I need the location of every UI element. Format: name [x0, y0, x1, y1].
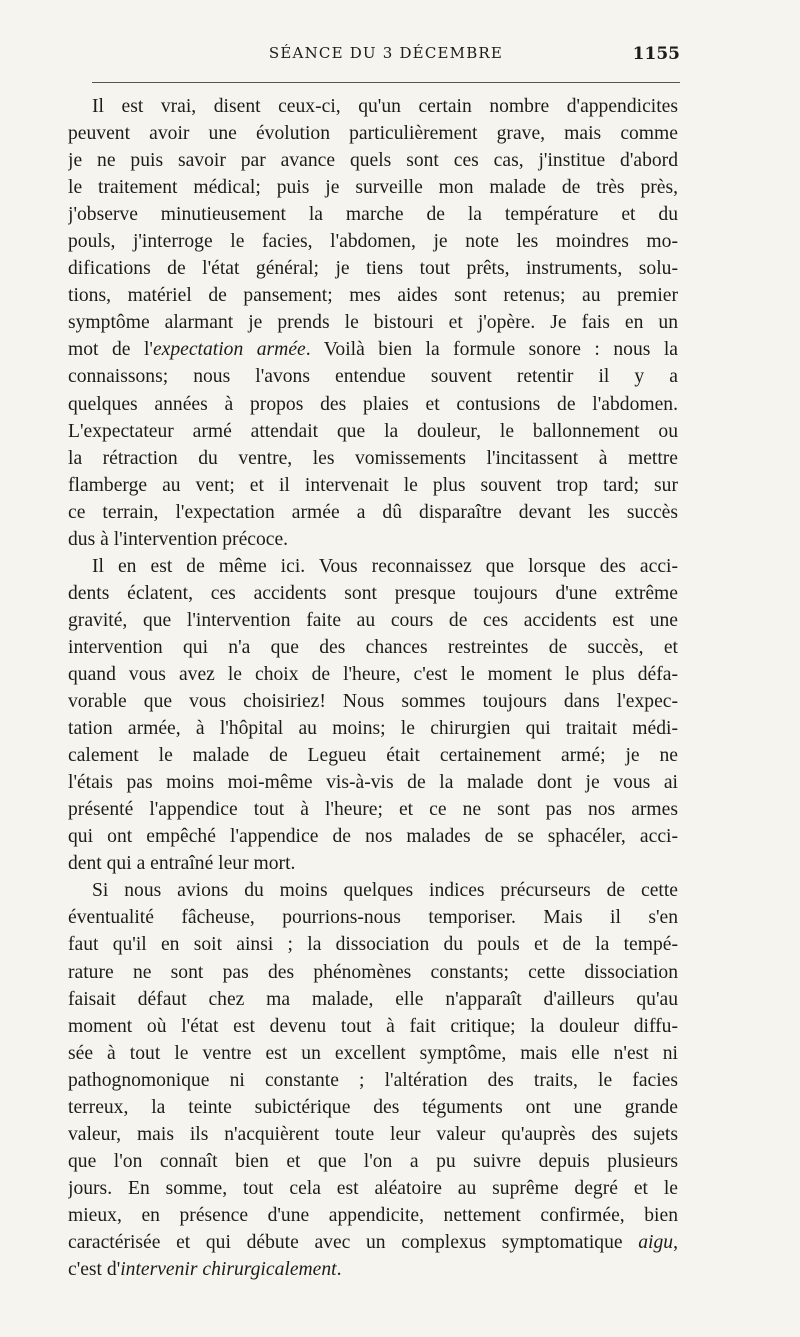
text-line: quelques années à propos des plaies et contusions de l'abdomen.	[68, 393, 678, 415]
text-line: jours. En somme, tout cela est aléatoire au suprême degré et le	[68, 1177, 678, 1199]
text-line: dus à l'intervention précoce.	[68, 528, 289, 550]
text-line: tions, matériel de pansement; mes aides sont retenus; au premier	[68, 285, 678, 307]
running-title: SÉANCE DU 3 DÉCEMBRE	[268, 44, 504, 62]
text-segment: ,	[673, 1231, 678, 1253]
text-line: difications de l'état général; je tiens tout prêts, instruments, solu-	[68, 258, 678, 280]
text-line: moment où l'état est devenu tout à fait critique; la douleur diffu-	[68, 1015, 678, 1037]
text-line: intervention qui n'a que des chances restreintes de succès, et	[68, 636, 678, 658]
text-line: symptôme alarmant je prends le bistouri et j'opère. Je fais en un	[68, 312, 678, 334]
text-line: je ne puis savoir par avance quels sont ces cas, j'institue d'abord	[68, 150, 678, 172]
text-line: présenté l'appendice tout à l'heure; et ce ne sont pas nos armes	[68, 799, 678, 821]
text-line: l'étais pas moins moi-même vis-à-vis de la malade dont je vous ai	[68, 772, 678, 794]
text-line: rature ne sont pas des phénomènes constants; cette dissociation	[68, 961, 678, 983]
text-line	[68, 1229, 678, 1256]
text-line	[68, 336, 678, 363]
text-line: éventualité fâcheuse, pourrions-nous temporiser. Mais il s'en	[68, 907, 678, 929]
text-line: j'observe minutieusement la marche de la température et du	[68, 204, 678, 226]
text-line	[68, 1256, 678, 1283]
text-line: flamberge au vent; et il intervenait le plus souvent trop tard; sur	[68, 474, 678, 496]
text-line: Si nous avions du moins quelques indices précurseurs de cette	[92, 880, 678, 902]
italic-text: expectation armée	[152, 339, 306, 361]
text-segment: .	[336, 1259, 342, 1281]
text-line: quand vous avez le choix de l'heure, c'est le moment le plus défa-	[68, 663, 678, 685]
text-line: calement le malade de Legueu était certainement armé; je ne	[68, 745, 678, 767]
text-line: vorable que vous choisiriez! Nous sommes toujours dans l'expec-	[68, 691, 678, 713]
page-number: 1155	[632, 44, 680, 64]
text-segment: mot de l'	[68, 339, 153, 361]
body-text	[68, 93, 678, 1283]
text-line: connaissons; nous l'avons entendue souvent retentir il y a	[68, 366, 678, 388]
text-line: le traitement médical; puis je surveille mon malade de très près,	[68, 177, 678, 199]
text-line: qui ont empêché l'appendice de nos malades de se sphacéler, acci-	[68, 826, 678, 848]
text-segment: c'est d'	[68, 1259, 121, 1281]
text-segment: . Voilà bien la formule sonore : nous la	[305, 339, 678, 361]
text-line: pouls, j'interroge le facies, l'abdomen, je note les moindres mo-	[68, 231, 678, 253]
text-line: mieux, en présence d'une appendicite, nettement confirmée, bien	[68, 1204, 678, 1226]
italic-text: intervenir chirurgicalement	[120, 1259, 337, 1281]
text-line: faut qu'il en soit ainsi ; la dissociation du pouls et de la tempé-	[68, 934, 678, 956]
text-line: dent qui a entraîné leur mort.	[68, 853, 296, 875]
text-line: L'expectateur armé attendait que la douleur, le ballonnement ou	[68, 420, 678, 442]
italic-text: aigu	[638, 1231, 674, 1253]
text-line: valeur, mais ils n'acquièrent toute leur valeur qu'auprès des sujets	[68, 1123, 678, 1145]
header-rule	[92, 82, 680, 83]
text-line: Il en est de même ici. Vous reconnaissez que lorsque des acci-	[92, 555, 678, 577]
text-line: la rétraction du ventre, les vomissements l'incitassent à mettre	[68, 447, 678, 469]
running-header	[92, 44, 680, 74]
text-line: faisait défaut chez ma malade, elle n'apparaît d'ailleurs qu'au	[68, 988, 678, 1010]
text-segment: caractérisée et qui débute avec un complexus symptomatique	[68, 1231, 639, 1253]
text-line: terreux, la teinte subictérique des téguments ont une grande	[68, 1096, 678, 1118]
text-line: peuvent avoir une évolution particulièrement grave, mais comme	[68, 123, 678, 145]
text-line: sée à tout le ventre est un excellent symptôme, mais elle n'est ni	[68, 1042, 678, 1064]
text-line: dents éclatent, ces accidents sont presque toujours d'une extrême	[68, 582, 678, 604]
text-line: ce terrain, l'expectation armée a dû disparaître devant les succès	[68, 501, 678, 523]
text-line: Il est vrai, disent ceux-ci, qu'un certain nombre d'appendicites	[92, 96, 678, 117]
text-line: gravité, que l'intervention faite au cours de ces accidents est une	[68, 609, 678, 631]
text-line: tation armée, à l'hôpital au moins; le chirurgien qui traitait médi-	[68, 718, 678, 740]
text-line: pathognomonique ni constante ; l'altération des traits, le facies	[68, 1069, 678, 1091]
text-line: que l'on connaît bien et que l'on a pu suivre depuis plusieurs	[68, 1150, 678, 1172]
